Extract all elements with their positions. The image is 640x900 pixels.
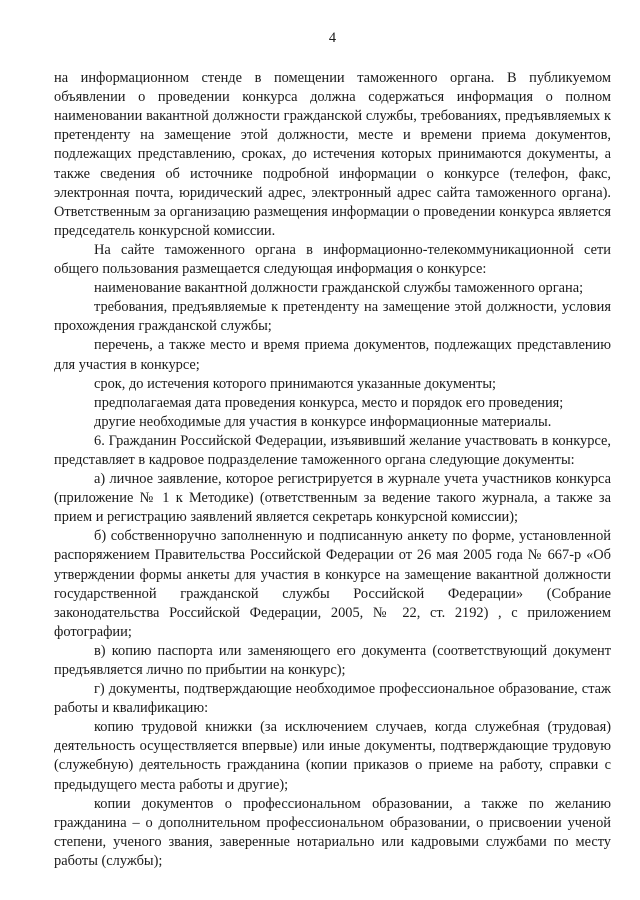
paragraph-other-materials: другие необходимые для участия в конкурсе информационные материалы. xyxy=(94,413,552,430)
paragraph-documents-list: перечень, а также место и время приема документов, подлежащих представлению для участия в конкурсе; xyxy=(54,337,611,373)
paragraph-vacancy-name: наименование вакантной должности гражданской службы таможенного органа; xyxy=(94,280,584,297)
paragraph-item-a: а) личное заявление, которое регистрируется в журнале учета участников конкурса (приложение № 1 к Методике) (ответственным за ведение такого журнала, а также за прием и регистрацию заявлений является секретарь конкурсной комиссии); xyxy=(54,471,611,526)
paragraph-date-place: предполагаемая дата проведения конкурса, место и порядок его проведения; xyxy=(94,394,564,411)
paragraph-requirements: требования, предъявляемые к претенденту на замещение этой должности, условия прохождения гражданской службы; xyxy=(54,299,611,335)
page-number: 4 xyxy=(328,30,337,46)
paragraph-work-book: копию трудовой книжки (за исключением случаев, когда служебная (трудовая) деятельность осуществляется впервые) или иные документы, подтверждающие трудовую (служебную) деятельность гражданина (копии приказов о приеме на работу, справки с предыдущего места работы и другие); xyxy=(54,719,611,793)
paragraph-item-v: в) копию паспорта или заменяющего его документа (соответствующий документ предъявляется лично по прибытии на конкурс); xyxy=(54,642,611,678)
paragraph-website-info: На сайте таможенного органа в информационно-телекоммуникационной сети общего пользования размещается следующая информация о конкурсе: xyxy=(54,241,611,278)
paragraph-item-g: г) документы, подтверждающие необходимое профессиональное образование, стаж работы и квалификацию: xyxy=(54,681,611,717)
paragraph-education-docs: копии документов о профессиональном образовании, а также по желанию гражданина – о дополнительном профессиональном образовании, о присвоении ученой степени, ученого звания, заверенные нотариально или кадровыми службами по месту работы (службы); xyxy=(54,795,611,869)
paragraph-item-b: б) собственноручно заполненную и подписанную анкету по форме, установленной распоряжением Правительства Российской Федерации от 26 мая 2005 года № 667-р «Об утверждении формы анкеты для участия в конкурсе на замещение вакантной должности государственной гражданской службы Российской Федерации» (Собрание законодательства Российской Федерации, 2005, № 22, ст. 2192) , с приложением фотографии; xyxy=(54,528,611,640)
paragraph-announcement: на информационном стенде в помещении таможенного органа. В публикуемом объявлении о проведении конкурса должна содержаться информация о полном наименовании вакантной должности гражданской службы, требованиях, предъявляемых к претенденту на замещение этой должности, месте и времени приема документов, подлежащих представлению, сроках, до истечения которых принимаются документы, а также сведения об источнике подробной информации о конкурсе (телефон, факс, электронная почта, юридический адрес, электронный адрес сайта таможенного органа). Ответственным за организацию размещения информации о проведении конкурса является председатель конкурсной комиссии. xyxy=(54,70,611,239)
paragraph-section-6: 6. Гражданин Российской Федерации, изъявивший желание участвовать в конкурсе, представляет в кадровое подразделение таможенного органа следующие документы: xyxy=(54,432,611,468)
paragraph-deadline: срок, до истечения которого принимаются указанные документы; xyxy=(94,375,496,392)
